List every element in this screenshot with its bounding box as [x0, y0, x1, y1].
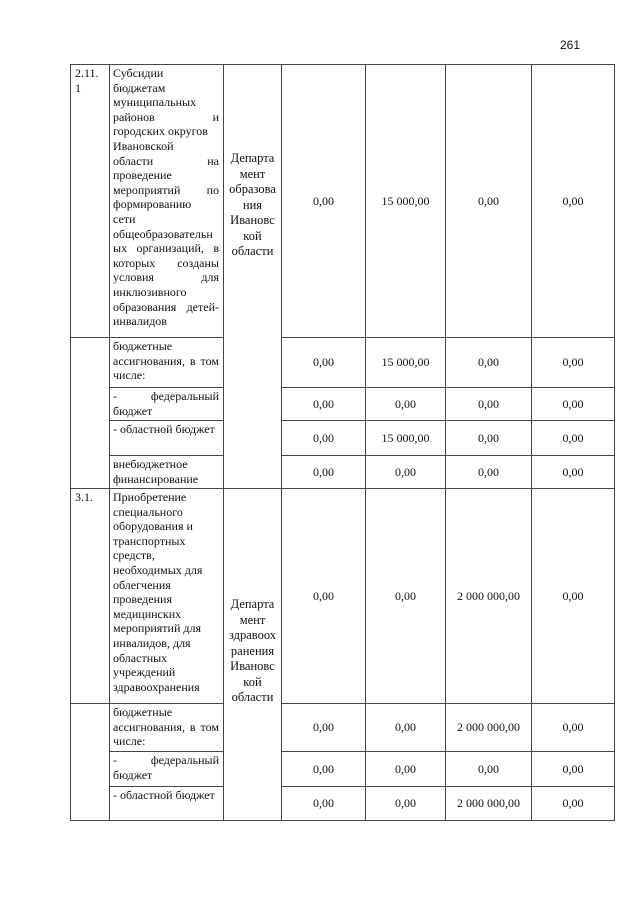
value-cell: 0,00 — [446, 65, 532, 338]
value-cell: 0,00 — [282, 489, 366, 704]
value-cell: 0,00 — [532, 456, 615, 489]
item-number: 2.11. 1 — [71, 65, 110, 338]
value-cell: 15 000,00 — [366, 338, 446, 388]
value-cell: 0,00 — [282, 752, 366, 787]
item-number: 3.1. — [71, 489, 110, 704]
table-row — [71, 338, 615, 388]
value-cell: 0,00 — [282, 338, 366, 388]
executor: Департа мент здравоох ранения Ивановс кой области — [224, 489, 282, 821]
value-cell: 0,00 — [366, 456, 446, 489]
value-cell: 0,00 — [532, 787, 615, 821]
value-cell: 0,00 — [366, 388, 446, 421]
budget-table — [70, 64, 615, 821]
value-cell: 0,00 — [446, 752, 532, 787]
table-row — [71, 489, 615, 704]
value-cell: 15 000,00 — [366, 65, 446, 338]
table-row — [71, 65, 615, 338]
item-description: - федеральный бюджет — [110, 388, 224, 421]
value-cell: 0,00 — [282, 388, 366, 421]
value-cell: 0,00 — [282, 456, 366, 489]
item-description: бюджетные ассигнования, в том числе: — [110, 704, 224, 752]
value-cell: 0,00 — [532, 338, 615, 388]
value-cell: 0,00 — [366, 489, 446, 704]
value-cell: 0,00 — [446, 456, 532, 489]
value-cell: 0,00 — [446, 421, 532, 456]
executor: Департа мент образова ния Ивановс кой области — [224, 65, 282, 489]
table-row — [71, 456, 615, 489]
item-description: внебюджетное финансирование — [110, 456, 224, 489]
value-cell: 2 000 000,00 — [446, 704, 532, 752]
value-cell: 0,00 — [282, 704, 366, 752]
item-description: Субсидии бюджетам муниципальных районов и городских округов Ивановской области на проведение мероприятий по формированию сети общеобразовательн ых организаций, в которых созданы условия для инклюзивного образования детей- инвалидов — [110, 65, 224, 338]
value-cell: 0,00 — [532, 65, 615, 338]
table-row — [71, 388, 615, 421]
value-cell: 0,00 — [282, 65, 366, 338]
table-row — [71, 421, 615, 456]
value-cell: 2 000 000,00 — [446, 489, 532, 704]
value-cell: 0,00 — [532, 752, 615, 787]
value-cell: 0,00 — [282, 421, 366, 456]
item-description: - областной бюджет — [110, 421, 224, 456]
item-number-empty — [71, 338, 110, 489]
value-cell: 0,00 — [532, 704, 615, 752]
table-row — [71, 704, 615, 752]
item-description: Приобретение специального оборудования и транспортных средств, необходимых для облегчения проведения медицинских мероприятий для инвалидов, для областных учреждений здравоохранения — [110, 489, 224, 704]
table-row — [71, 787, 615, 821]
value-cell: 0,00 — [366, 704, 446, 752]
value-cell: 0,00 — [532, 388, 615, 421]
item-number-empty — [71, 704, 110, 821]
value-cell: 0,00 — [446, 388, 532, 421]
table-row — [71, 752, 615, 787]
value-cell: 0,00 — [366, 787, 446, 821]
item-description: бюджетные ассигнования, в том числе: — [110, 338, 224, 388]
item-description: - областной бюджет — [110, 787, 224, 821]
value-cell: 0,00 — [282, 787, 366, 821]
item-description: - федеральный бюджет — [110, 752, 224, 787]
value-cell: 0,00 — [366, 752, 446, 787]
value-cell: 0,00 — [446, 338, 532, 388]
value-cell: 0,00 — [532, 421, 615, 456]
value-cell: 0,00 — [532, 489, 615, 704]
page-number: 261 — [560, 38, 581, 52]
value-cell: 15 000,00 — [366, 421, 446, 456]
value-cell: 2 000 000,00 — [446, 787, 532, 821]
